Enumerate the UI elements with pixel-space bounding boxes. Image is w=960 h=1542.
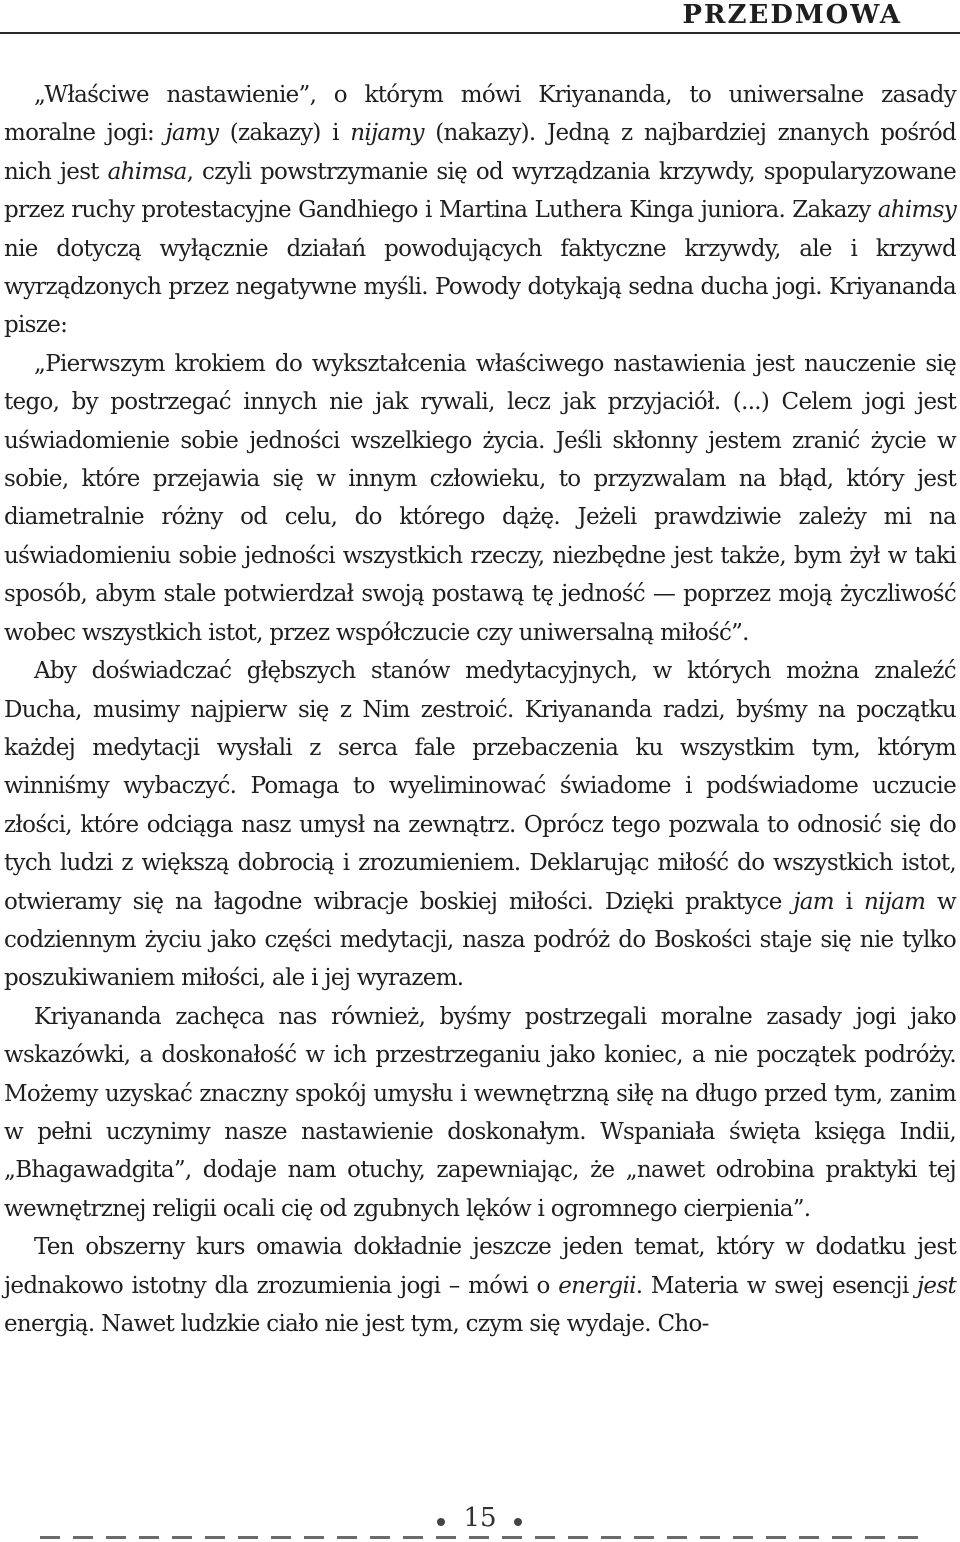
header-rule bbox=[0, 32, 960, 34]
italic-term: nijam bbox=[863, 888, 926, 915]
bullet-dot-icon bbox=[514, 1518, 522, 1526]
text-run: i bbox=[833, 888, 864, 915]
paragraph-5 bbox=[4, 1228, 956, 1343]
body-text bbox=[4, 76, 956, 1343]
paragraph-4: Kriyananda zachęca nas również, byśmy postrzegali moralne zasady jogi jako wskazówki, a doskonałość w ich przestrzeganiu jako koniec, a nie początek podróży. Możemy uzyskać znaczny spokój umysłu i wewnętrzną siłę na długo przed tym, zanim w pełni uczynimy nasze nastawienie doskonałym. Wspaniała święta księga Indii, „Bhagawadgita”, dodaje nam otuchy, zapewniając, że „nawet odrobina praktyki tej wewnętrznej religii ocali cię od zgubnych lęków i ogromnego cierpienia”. bbox=[4, 1003, 956, 1222]
text-run: w codziennym życiu jako części medytacji, nasza podróż do Boskości staje się nie tylko poszukiwaniem miłości, ale i jej wyrazem. bbox=[4, 888, 956, 992]
italic-term: jamy bbox=[165, 120, 219, 147]
text-run: , czyli powstrzymanie się od wyrządzania krzywdy, spopularyzowane przez ruchy protestacyjne Gandhiego i Martina Luthera Kinga juniora. Zakazy bbox=[4, 158, 956, 224]
text-run: (nakazy). Jedną z najbardziej znanych pośród nich jest bbox=[4, 120, 956, 185]
footer-dashed-rule bbox=[40, 1536, 920, 1539]
text-run: . Materia w swej esencji bbox=[635, 1272, 917, 1299]
page-footer bbox=[0, 1500, 960, 1540]
text-run: Aby doświadczać głębszych stanów medytacyjnych, w których można znaleźć Ducha, musimy najpierw się z Nim zestroić. Kriyananda radzi, byśmy na początku każdej medytacji wysłali z serca fale przebaczenia ku wszystkim tym, którym winniśmy wybaczyć. Pomaga to wyeliminować świadome i podświadome uczucie złości, które odciąga nasz umysł na zewnątrz. Oprócz tego pozwala to odnosić się do tych ludzi z większą dobrocią i zrozumieniem. Deklarując miłość do wszystkich istot, otwieramy się na łagodne wibracje boskiej miłości. Dzięki praktyce bbox=[4, 658, 956, 915]
paragraph-1 bbox=[4, 76, 956, 345]
running-header-title: PRZEDMOWA bbox=[682, 0, 902, 30]
paragraph-2-quote: „Pierwszym krokiem do wykształcenia właściwego nastawienia jest nauczenie się tego, by postrzegać innych nie jak rywali, lecz jak przyjaciół. (...) Celem jogi jest uświadomienie sobie jedności wszelkiego życia. Jeśli skłonny jestem zranić życie w sobie, które przejawia się w innym człowieku, to przyzwalam na błąd, który jest diametralnie różny od celu, do którego dążę. Jeżeli prawdziwie zależy mi na uświadomieniu sobie jedności wszystkich rzeczy, niezbędne jest także, bym żył w taki sposób, abym stale potwierdzał swoją postawą tę jedność — poprzez moją życzliwość wobec wszystkich istot, przez współczucie czy uniwersalną miłość”. bbox=[4, 350, 956, 646]
italic-term: ahimsy bbox=[877, 197, 956, 224]
italic-term: jest bbox=[917, 1272, 956, 1299]
italic-term: energii bbox=[558, 1272, 636, 1299]
italic-term: nijamy bbox=[350, 120, 424, 147]
text-run: „Właściwe nastawienie”, o którym mówi Kriyananda, to uniwersalne zasady moralne jogi: bbox=[4, 82, 956, 147]
text-run: nie dotyczą wyłącznie działań powodujących faktyczne krzywdy, ale i krzywd wyrządzonych przez negatywne myśli. Powody dotykają sedna ducha jogi. Kriyananda pisze: bbox=[4, 235, 956, 339]
text-run: (zakazy) i bbox=[218, 120, 351, 147]
text-run: energią. Nawet ludzkie ciało nie jest tym, czym się wydaje. Cho- bbox=[4, 1311, 709, 1337]
page-number: 15 bbox=[463, 1503, 497, 1533]
paragraph-3 bbox=[4, 652, 956, 998]
italic-term: jam bbox=[793, 888, 834, 915]
text-run: Ten obszerny kurs omawia dokładnie jeszcze jeden temat, który w dodatku jest jednakowo istotny dla zrozumienia jogi – mówi o bbox=[4, 1234, 956, 1299]
italic-term: ahimsa bbox=[107, 158, 187, 185]
